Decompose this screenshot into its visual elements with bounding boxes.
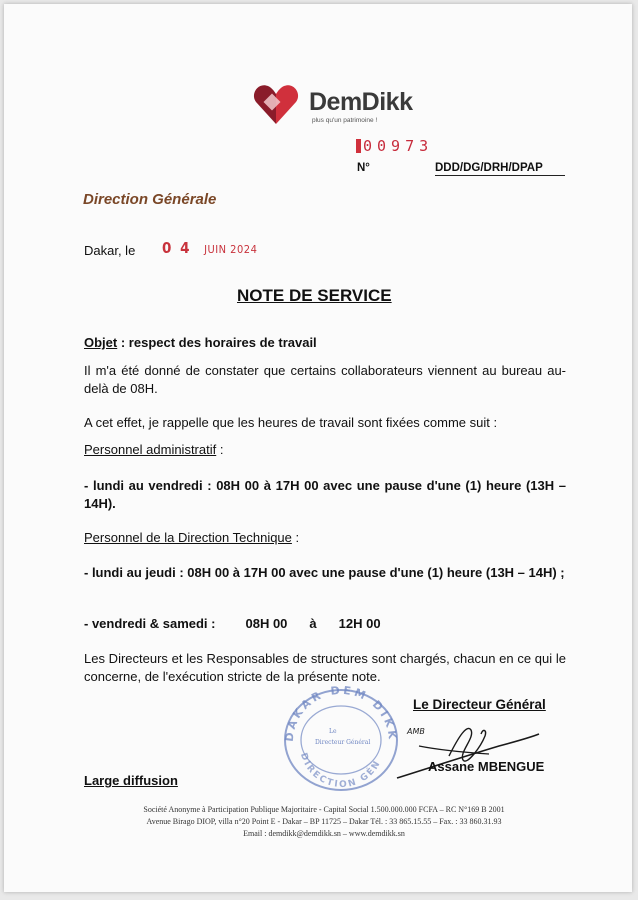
admin-schedule: - lundi au vendredi : 08H 00 à 17H 00 avec une pause d'une (1) heure (13H – 14H). bbox=[84, 478, 566, 511]
admin-heading: Personnel administratif : bbox=[84, 442, 224, 457]
reference-code: DDD/DG/DRH/DPAP bbox=[435, 162, 565, 176]
direction-heading: Direction Générale bbox=[83, 191, 217, 208]
handwritten-signature-icon bbox=[389, 716, 549, 786]
tech-heading: Personnel de la Direction Technique : bbox=[84, 530, 300, 545]
signatory-name: Assane MBENGUE bbox=[428, 759, 545, 774]
svg-text:Le: Le bbox=[329, 728, 337, 735]
document-page bbox=[4, 4, 632, 892]
svg-text:Directeur Général: Directeur Général bbox=[315, 739, 371, 746]
footer-address: Avenue Birago DIOP, villa n°20 Point E - Dakar – BP 11725 – Dakar Tél. : 33 865.15.55 – Fax. : 33 860.31.93 bbox=[146, 817, 502, 826]
brand-name: DemDikk bbox=[309, 88, 413, 116]
footer-contact: Email : demdikk@demdikk.sn – www.demdikk.sn bbox=[243, 829, 405, 838]
reference-label: N° bbox=[357, 162, 370, 174]
paragraph-1: Il m'a été donné de constater que certains collaborateurs viennent au bureau au-delà de 08H. bbox=[84, 363, 566, 396]
signatory-title: Le Directeur Général bbox=[413, 697, 546, 712]
svg-text:DAKAR DEM DIKK: DAKAR DEM DIKK bbox=[282, 684, 400, 743]
closing-paragraph: Les Directeurs et les Responsables de structures sont chargés, chacun en ce qui le concerne, de l'exécution stricte de la présente note. bbox=[84, 651, 566, 684]
date-stamp: 0 4 JUIN 2024 bbox=[162, 239, 258, 257]
svg-text:DIRECTION GÉN: DIRECTION GÉN bbox=[297, 751, 384, 791]
brand-tagline: plus qu'un patrimoine ! bbox=[312, 117, 378, 124]
objet-line: Objet : respect des horaires de travail bbox=[84, 335, 317, 350]
svg-text:AMB: AMB bbox=[407, 727, 425, 736]
official-stamp-icon bbox=[279, 684, 403, 794]
reference-number: 00973 bbox=[356, 137, 433, 155]
distribution-note: Large diffusion bbox=[84, 773, 178, 788]
demdikk-logo-icon bbox=[252, 82, 300, 126]
date-label: Dakar, le bbox=[84, 243, 136, 258]
document-title: NOTE DE SERVICE bbox=[237, 286, 392, 305]
paragraph-2: A cet effet, je rappelle que les heures de travail sont fixées comme suit : bbox=[84, 415, 498, 430]
footer-company-info: Société Anonyme à Participation Publique Majoritaire - Capital Social 1.500.000.000 FCFA – RC N°169 B 2001 bbox=[143, 805, 505, 814]
tech-schedule-weekdays: - lundi au jeudi : 08H 00 à 17H 00 avec une pause d'une (1) heure (13H – 14H) ; bbox=[84, 565, 565, 580]
tech-schedule-weekend: - vendredi & samedi : 08H 00 à 12H 00 bbox=[84, 616, 381, 631]
